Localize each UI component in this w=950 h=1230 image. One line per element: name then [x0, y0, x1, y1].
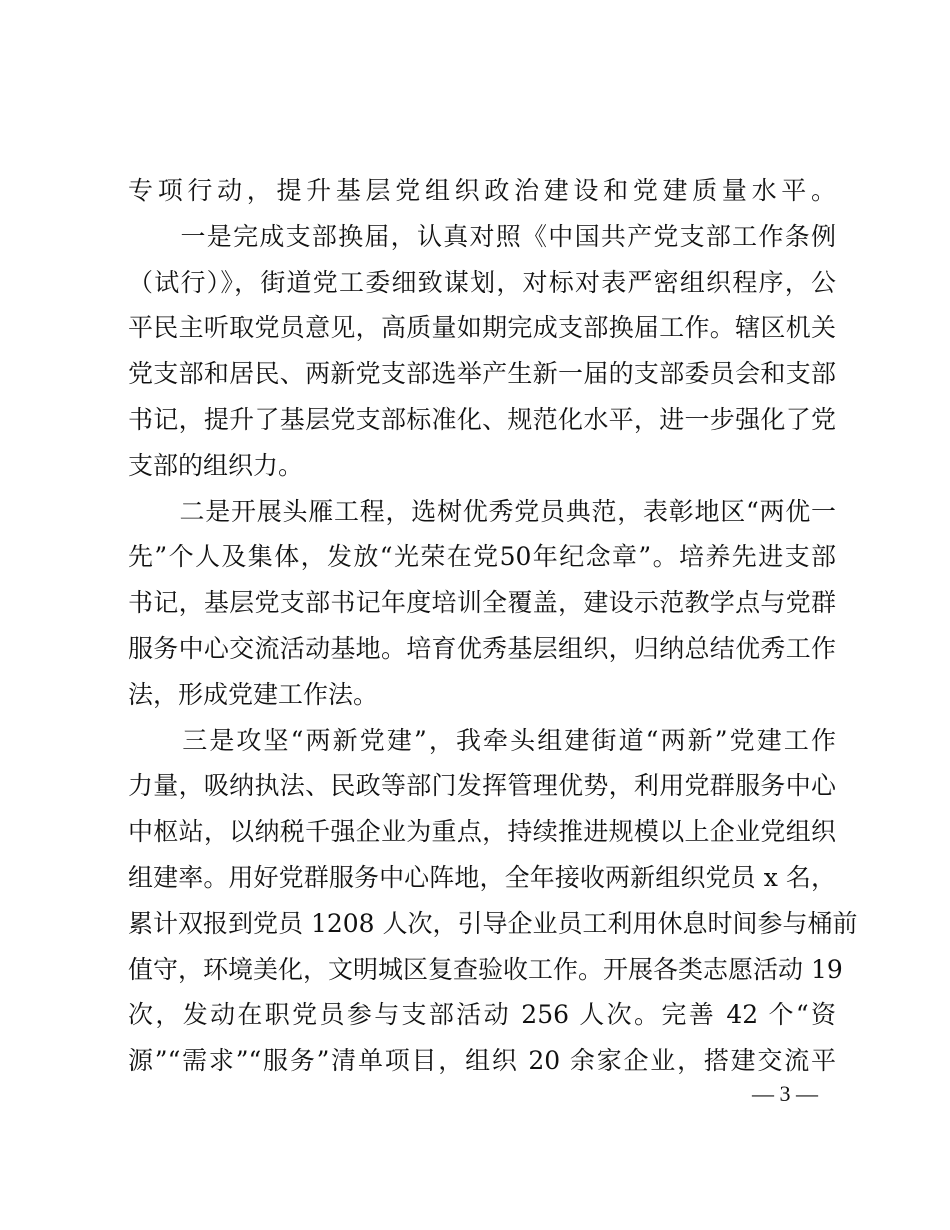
text-line: 支部的组织力。: [128, 450, 304, 480]
text-line: 法，形成党建工作法。: [128, 679, 379, 709]
text-line: 书记，提升了基层党支部标准化、规范化水平，进一步强化了党: [128, 404, 836, 434]
text-line: 党支部和居民、两新党支部选举产生新一届的支部委员会和支部: [128, 359, 836, 389]
text-line: 书记，基层党支部书记年度培训全覆盖，建设示范教学点与党群: [128, 588, 836, 618]
text-line: 先”个人及集体，发放“光荣在党50年纪念章”。培养先进支部: [128, 542, 836, 572]
text-line: 专项行动，提升基层党组织政治建设和党建质量水平。: [128, 176, 836, 205]
text-line: 组建率。用好党群服务中心阵地，全年接收两新组织党员 x 名，: [128, 862, 836, 892]
page-number: — 3 —: [752, 1081, 818, 1106]
text-line: 服务中心交流活动基地。培育优秀基层组织，归纳总结优秀工作: [128, 633, 836, 663]
text-line: 一是完成支部换届，认真对照《中国共产党支部工作条例: [128, 221, 836, 251]
text-line: 次，发动在职党员参与支部活动 256 人次。完善 42 个“资: [128, 1000, 836, 1030]
text-line: 力量，吸纳执法、民政等部门发挥管理优势，利用党群服务中心: [128, 771, 836, 801]
text-line: 平民主听取党员意见，高质量如期完成支部换届工作。辖区机关: [128, 313, 836, 343]
text-line: 值守，环境美化，文明城区复查验收工作。开展各类志愿活动 19: [128, 954, 843, 984]
text-line: 中枢站，以纳税千强企业为重点，持续推进规模以上企业党组织: [128, 817, 836, 847]
text-line: 累计双报到党员 1208 人次，引导企业员工利用休息时间参与桶前: [128, 908, 858, 938]
text-line: （试行）》，街道党工委细致谋划，对标对表严密组织程序，公: [128, 267, 836, 297]
text-line: 二是开展头雁工程，选树优秀党员典范，表彰地区“两优一: [128, 496, 836, 526]
body-text: [128, 168, 858, 1084]
text-line: 三是攻坚“两新党建”，我牵头组建街道“两新”党建工作: [128, 725, 836, 755]
text-line: 源”“需求”“服务”清单项目，组织 20 余家企业，搭建交流平: [128, 1046, 836, 1076]
